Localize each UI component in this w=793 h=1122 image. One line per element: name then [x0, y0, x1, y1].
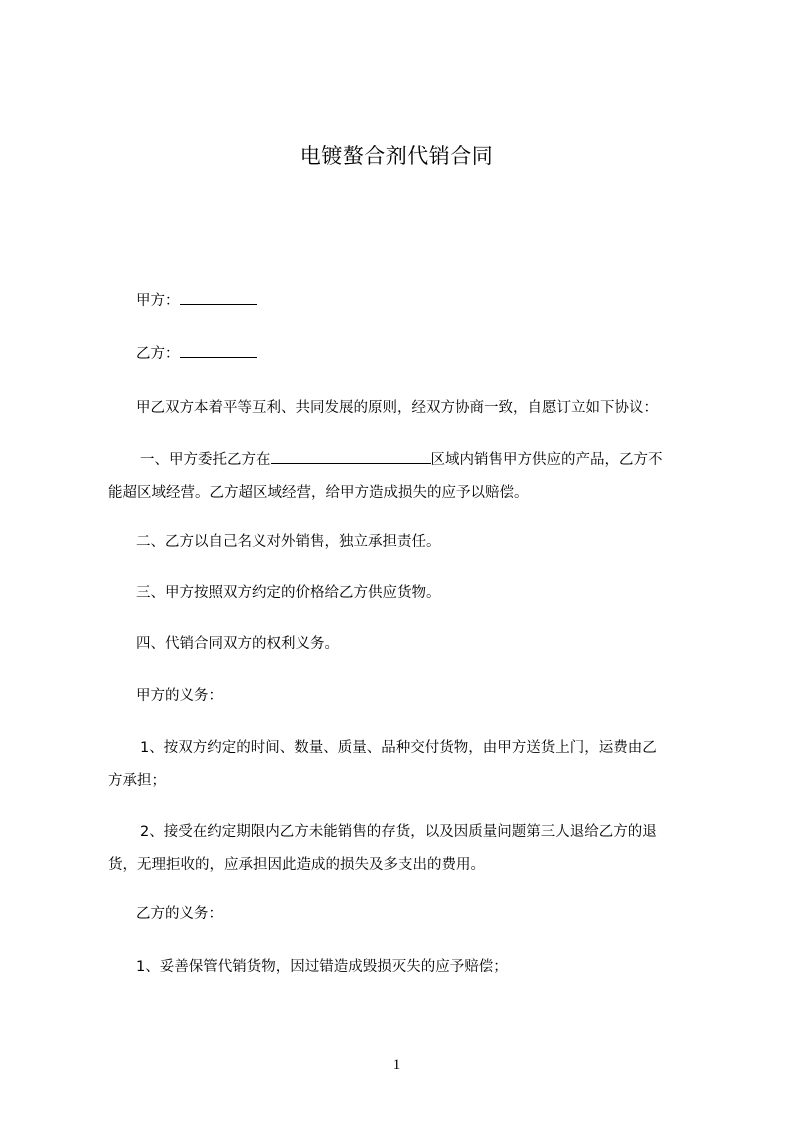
party-a-line — [136, 285, 742, 318]
party-a-duty-2-line-1: 2、接受在约定期限内乙方未能销售的存货，以及因质量问题第三人退给乙方的退 — [140, 824, 657, 840]
clause-1 — [108, 444, 714, 510]
party-b-blank — [180, 343, 257, 358]
party-b-line — [136, 338, 742, 371]
party-a-blank — [180, 290, 257, 305]
clause-2: 二、乙方以自己名义对外销售，独立承担责任。 — [136, 534, 441, 550]
party-a-duties-heading: 甲方的义务： — [136, 688, 223, 704]
party-b-duties-heading: 乙方的义务： — [136, 906, 223, 922]
region-blank — [271, 449, 431, 464]
clause-4: 四、代销合同双方的权利义务。 — [136, 636, 339, 652]
party-a-duty-2-line-2: 货，无理拒收的，应承担因此造成的损失及多支出的费用。 — [108, 857, 485, 873]
page-number: 1 — [392, 1057, 401, 1073]
clause-1-suffix: 区域内销售甲方供应的产品，乙方不 — [430, 452, 663, 468]
party-a-label: 甲方： — [136, 293, 180, 309]
intro-paragraph: 甲乙双方本着平等互利、共同发展的原则，经双方协商一致，自愿订立如下协议： — [136, 400, 658, 416]
party-a-duty-2 — [108, 816, 714, 882]
clause-3: 三、甲方按照双方约定的价格给乙方供应货物。 — [136, 585, 441, 601]
party-b-duty-1: 1、妥善保管代销货物，因过错造成毁损灭失的应予赔偿； — [136, 959, 508, 975]
party-a-duty-1-line-1: 1、按双方约定的时间、数量、质量、品种交付货物，由甲方送货上门，运费由乙 — [140, 740, 657, 756]
clause-1-line-2: 能超区域经营。乙方超区域经营，给甲方造成损失的应予以赔偿。 — [108, 485, 529, 501]
party-a-duty-1-line-2: 方承担； — [108, 773, 166, 789]
clause-1-prefix: 一、甲方委托乙方在 — [140, 452, 271, 468]
document-title: 电镀螯合剂代销合同 — [299, 144, 494, 168]
party-a-duty-1 — [108, 732, 714, 798]
party-b-label: 乙方： — [136, 346, 180, 362]
